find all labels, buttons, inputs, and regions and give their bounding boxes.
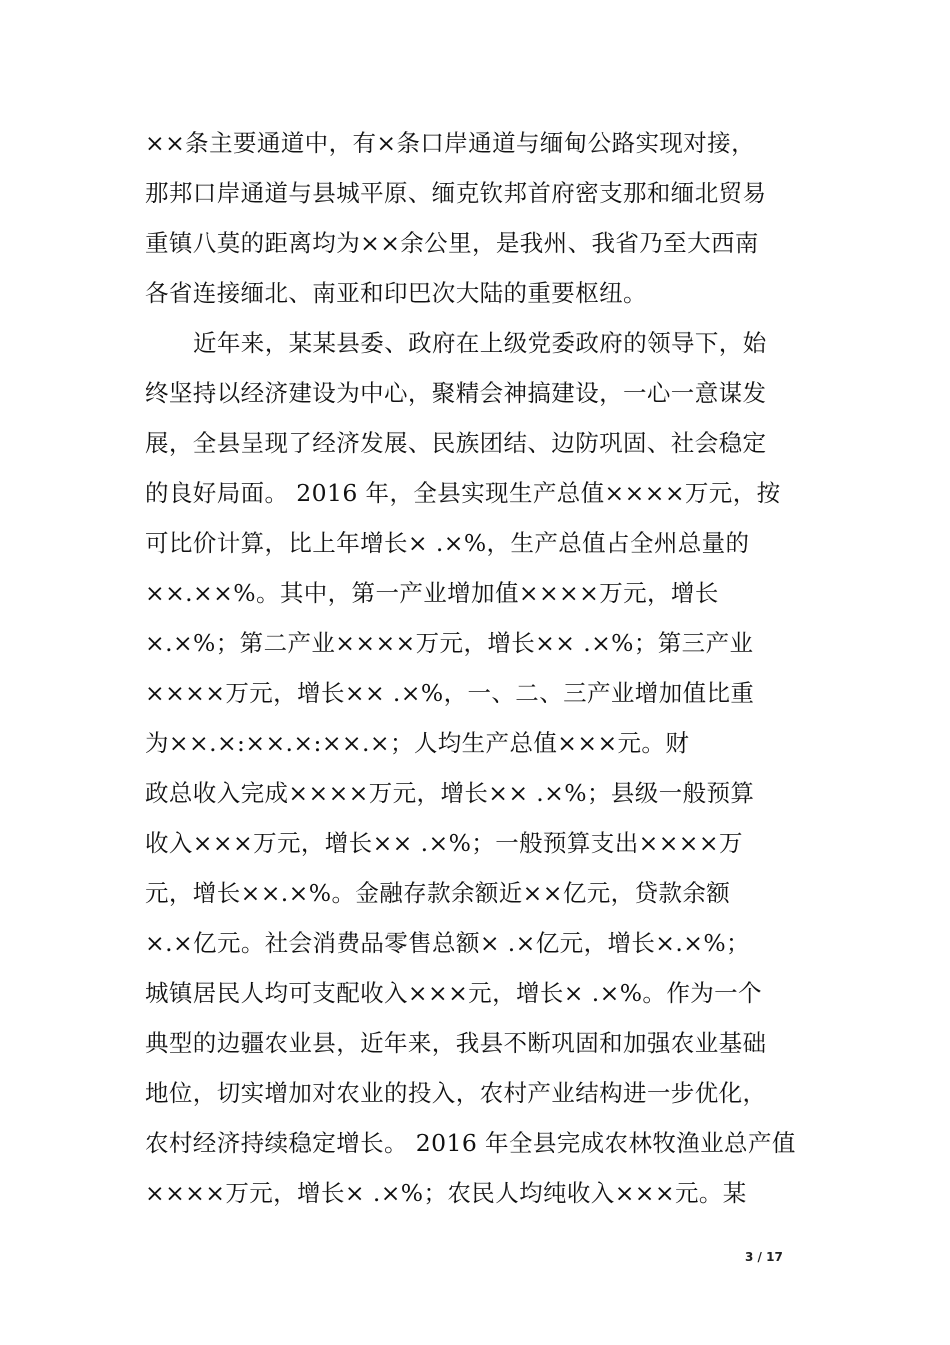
text-line-13: 为××.×:××.×:××.×；人均生产总值×××元。财 [145, 729, 690, 757]
text-line-12: ××××万元，增长×× .×%，一、二、三产业增加值比重 [145, 679, 755, 707]
text-line-21: 农村经济持续稳定增长。 2016 年全县完成农林牧渔业总产值 [145, 1129, 796, 1157]
text-line-18: 城镇居民人均可支配收入×××元，增长× .×%。作为一个 [145, 979, 762, 1007]
text-line-22: ××××万元，增长× .×%；农民人均纯收入×××元。某 [145, 1179, 747, 1207]
text-line-20: 地位，切实增加对农业的投入，农村产业结构进一步优化， [145, 1079, 767, 1107]
text-line-1: ××条主要通道中，有×条口岸通道与缅甸公路实现对接， [145, 129, 755, 157]
text-line-11: ×.×%；第二产业××××万元，增长×× .×%；第三产业 [145, 629, 754, 657]
text-line-6: 终坚持以经济建设为中心，聚精会神搞建设，一心一意谋发 [145, 379, 767, 407]
text-line-4: 各省连接缅北、南亚和印巴次大陆的重要枢纽。 [145, 279, 647, 307]
text-line-19: 典型的边疆农业县，近年来，我县不断巩固和加强农业基础 [145, 1029, 767, 1057]
text-line-9: 可比价计算，比上年增长× .×%，生产总值占全州总量的 [145, 529, 750, 557]
text-line-14: 政总收入完成××××万元，增长×× .×%；县级一般预算 [145, 779, 755, 807]
text-line-3: 重镇八莫的距离均为××余公里，是我州、我省乃至大西南 [145, 229, 759, 257]
text-line-15: 收入×××万元，增长×× .×%；一般预算支出××××万 [145, 829, 743, 857]
text-line-8: 的良好局面。 2016 年，全县实现生产总值××××万元，按 [145, 479, 781, 507]
text-line-5: 近年来，某某县委、政府在上级党委政府的领导下，始 [193, 329, 767, 357]
page-number: 3 / 17 [745, 1250, 783, 1264]
text-line-10: ××.××%。其中，第一产业增加值××××万元，增长 [145, 579, 719, 607]
text-line-7: 展，全县呈现了经济发展、民族团结、边防巩固、社会稳定 [145, 429, 767, 457]
text-line-16: 元，增长××.×%。金融存款余额近××亿元，贷款余额 [145, 879, 731, 907]
text-line-2: 那邦口岸通道与县城平原、缅克钦邦首府密支那和缅北贸易 [145, 179, 767, 207]
text-line-17: ×.×亿元。社会消费品零售总额× .×亿元，增长×.×%； [145, 929, 750, 957]
